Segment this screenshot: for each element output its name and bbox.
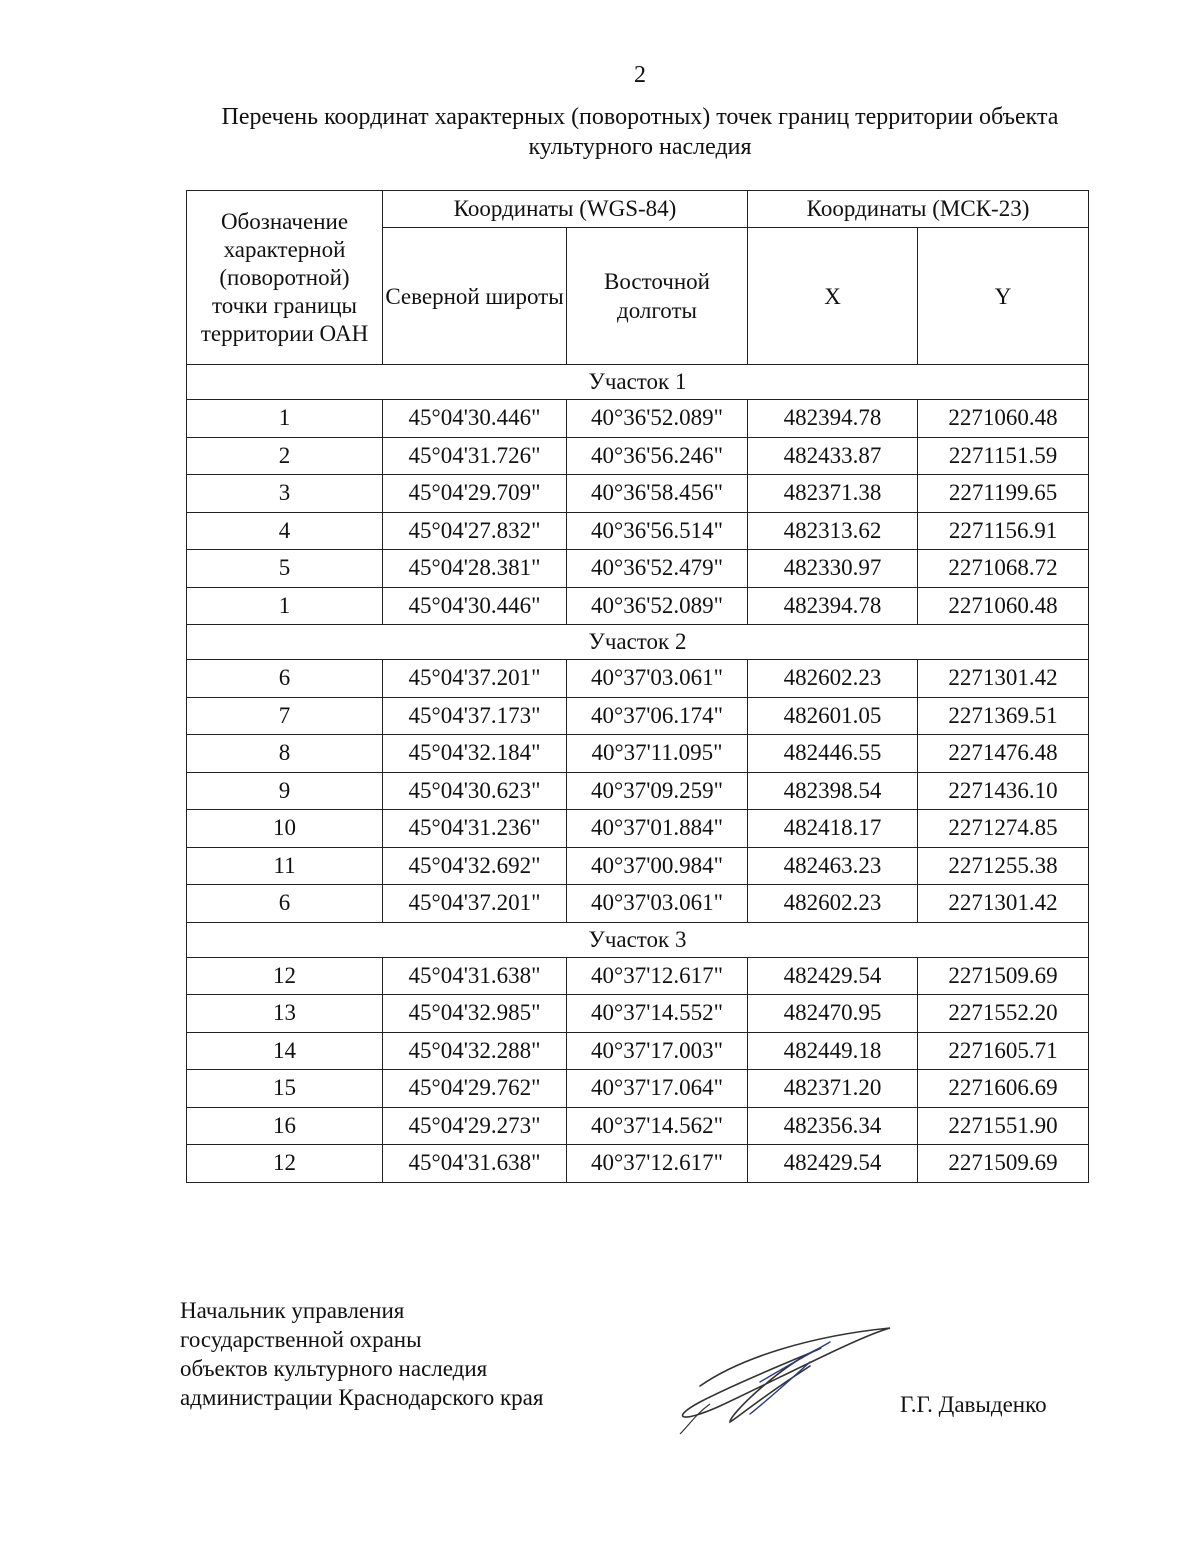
header-msk23: Координаты (МСК-23) xyxy=(748,191,1089,228)
cell-x: 482371.38 xyxy=(748,475,918,513)
cell-north-latitude: 45°04'30.446" xyxy=(383,587,567,625)
cell-point: 8 xyxy=(187,735,383,773)
cell-x: 482394.78 xyxy=(748,587,918,625)
cell-point: 15 xyxy=(187,1070,383,1108)
cell-point: 13 xyxy=(187,995,383,1033)
cell-y: 2271605.71 xyxy=(918,1032,1089,1070)
cell-x: 482313.62 xyxy=(748,512,918,550)
cell-y: 2271068.72 xyxy=(918,550,1089,588)
cell-point: 6 xyxy=(187,885,383,923)
cell-point: 9 xyxy=(187,772,383,810)
cell-north-latitude: 45°04'27.832" xyxy=(383,512,567,550)
cell-y: 2271509.69 xyxy=(918,1145,1089,1183)
cell-east-longitude: 40°37'03.061" xyxy=(567,885,748,923)
cell-east-longitude: 40°37'12.617" xyxy=(567,957,748,995)
cell-x: 482330.97 xyxy=(748,550,918,588)
cell-x: 482394.78 xyxy=(748,400,918,438)
position-line: Начальник управления xyxy=(180,1298,405,1323)
cell-point: 7 xyxy=(187,697,383,735)
cell-north-latitude: 45°04'31.726" xyxy=(383,437,567,475)
cell-x: 482601.05 xyxy=(748,697,918,735)
cell-x: 482429.54 xyxy=(748,1145,918,1183)
document-title: Перечень координат характерных (поворотных) точек границ территории объекта культурного наследия xyxy=(221,104,1059,160)
cell-point: 11 xyxy=(187,847,383,885)
cell-y: 2271156.91 xyxy=(918,512,1089,550)
table-row xyxy=(187,400,1089,438)
cell-point: 10 xyxy=(187,810,383,848)
section-title: Участок 3 xyxy=(187,922,1089,957)
table-row xyxy=(187,810,1089,848)
page-number: 2 xyxy=(634,62,646,88)
section-row xyxy=(187,625,1089,660)
cell-east-longitude: 40°37'00.984" xyxy=(567,847,748,885)
section-row xyxy=(187,922,1089,957)
cell-east-longitude: 40°36'56.246" xyxy=(567,437,748,475)
header-point-designation: Обозначение характерной (поворотной) точки границы территории ОАН xyxy=(187,191,383,365)
cell-point: 16 xyxy=(187,1107,383,1145)
cell-point: 3 xyxy=(187,475,383,513)
table-row xyxy=(187,512,1089,550)
cell-east-longitude: 40°37'17.064" xyxy=(567,1070,748,1108)
cell-east-longitude: 40°37'14.552" xyxy=(567,995,748,1033)
cell-x: 482371.20 xyxy=(748,1070,918,1108)
cell-y: 2271369.51 xyxy=(918,697,1089,735)
cell-y: 2271436.10 xyxy=(918,772,1089,810)
cell-north-latitude: 45°04'32.692" xyxy=(383,847,567,885)
cell-y: 2271476.48 xyxy=(918,735,1089,773)
table-row xyxy=(187,1107,1089,1145)
section-row xyxy=(187,365,1089,400)
cell-east-longitude: 40°37'09.259" xyxy=(567,772,748,810)
cell-x: 482433.87 xyxy=(748,437,918,475)
signer-name: Г.Г. Давыденко xyxy=(900,1392,1047,1417)
cell-north-latitude: 45°04'30.623" xyxy=(383,772,567,810)
cell-y: 2271060.48 xyxy=(918,400,1089,438)
table-row xyxy=(187,587,1089,625)
cell-x: 482602.23 xyxy=(748,885,918,923)
cell-point: 4 xyxy=(187,512,383,550)
cell-north-latitude: 45°04'37.201" xyxy=(383,885,567,923)
cell-east-longitude: 40°37'12.617" xyxy=(567,1145,748,1183)
cell-point: 12 xyxy=(187,1145,383,1183)
cell-y: 2271509.69 xyxy=(918,957,1089,995)
header-x: X xyxy=(748,228,918,365)
cell-point: 1 xyxy=(187,587,383,625)
table-row xyxy=(187,697,1089,735)
cell-y: 2271199.65 xyxy=(918,475,1089,513)
cell-y: 2271274.85 xyxy=(918,810,1089,848)
cell-point: 14 xyxy=(187,1032,383,1070)
cell-x: 482602.23 xyxy=(748,660,918,698)
cell-x: 482449.18 xyxy=(748,1032,918,1070)
cell-north-latitude: 45°04'29.273" xyxy=(383,1107,567,1145)
table-row xyxy=(187,1032,1089,1070)
header-east-longitude: Восточной долготы xyxy=(567,228,748,365)
header-north-latitude: Северной широты xyxy=(383,228,567,365)
cell-north-latitude: 45°04'32.985" xyxy=(383,995,567,1033)
cell-north-latitude: 45°04'32.184" xyxy=(383,735,567,773)
cell-y: 2271551.90 xyxy=(918,1107,1089,1145)
cell-x: 482429.54 xyxy=(748,957,918,995)
section-title: Участок 1 xyxy=(187,365,1089,400)
cell-north-latitude: 45°04'31.236" xyxy=(383,810,567,848)
cell-y: 2271151.59 xyxy=(918,437,1089,475)
cell-point: 6 xyxy=(187,660,383,698)
cell-north-latitude: 45°04'30.446" xyxy=(383,400,567,438)
cell-y: 2271301.42 xyxy=(918,660,1089,698)
table-body xyxy=(187,365,1089,1183)
cell-east-longitude: 40°36'52.089" xyxy=(567,587,748,625)
cell-east-longitude: 40°37'06.174" xyxy=(567,697,748,735)
cell-x: 482463.23 xyxy=(748,847,918,885)
cell-east-longitude: 40°36'58.456" xyxy=(567,475,748,513)
table-row xyxy=(187,475,1089,513)
table-row xyxy=(187,1070,1089,1108)
cell-point: 2 xyxy=(187,437,383,475)
table-row xyxy=(187,550,1089,588)
table-row xyxy=(187,1145,1089,1183)
cell-x: 482418.17 xyxy=(748,810,918,848)
table-row xyxy=(187,957,1089,995)
cell-east-longitude: 40°37'11.095" xyxy=(567,735,748,773)
cell-north-latitude: 45°04'29.762" xyxy=(383,1070,567,1108)
cell-north-latitude: 45°04'37.173" xyxy=(383,697,567,735)
cell-x: 482356.34 xyxy=(748,1107,918,1145)
header-y: Y xyxy=(918,228,1089,365)
table-row xyxy=(187,885,1089,923)
cell-north-latitude: 45°04'31.638" xyxy=(383,1145,567,1183)
header-wgs84: Координаты (WGS-84) xyxy=(383,191,748,228)
cell-north-latitude: 45°04'28.381" xyxy=(383,550,567,588)
coordinates-table xyxy=(186,190,1089,1183)
cell-x: 482398.54 xyxy=(748,772,918,810)
cell-point: 5 xyxy=(187,550,383,588)
signature-block xyxy=(180,1296,543,1412)
cell-y: 2271060.48 xyxy=(918,587,1089,625)
cell-x: 482470.95 xyxy=(748,995,918,1033)
position-line: объектов культурного наследия xyxy=(180,1356,488,1381)
cell-east-longitude: 40°37'14.562" xyxy=(567,1107,748,1145)
cell-north-latitude: 45°04'31.638" xyxy=(383,957,567,995)
cell-y: 2271552.20 xyxy=(918,995,1089,1033)
cell-east-longitude: 40°36'52.479" xyxy=(567,550,748,588)
cell-north-latitude: 45°04'32.288" xyxy=(383,1032,567,1070)
table-row xyxy=(187,660,1089,698)
cell-point: 12 xyxy=(187,957,383,995)
cell-east-longitude: 40°36'56.514" xyxy=(567,512,748,550)
cell-east-longitude: 40°37'01.884" xyxy=(567,810,748,848)
table-row xyxy=(187,995,1089,1033)
cell-y: 2271255.38 xyxy=(918,847,1089,885)
cell-x: 482446.55 xyxy=(748,735,918,773)
cell-north-latitude: 45°04'29.709" xyxy=(383,475,567,513)
handwritten-signature xyxy=(660,1318,900,1438)
cell-north-latitude: 45°04'37.201" xyxy=(383,660,567,698)
cell-east-longitude: 40°37'03.061" xyxy=(567,660,748,698)
cell-east-longitude: 40°36'52.089" xyxy=(567,400,748,438)
cell-east-longitude: 40°37'17.003" xyxy=(567,1032,748,1070)
position-line: государственной охраны xyxy=(180,1327,422,1352)
cell-point: 1 xyxy=(187,400,383,438)
cell-y: 2271301.42 xyxy=(918,885,1089,923)
table-row xyxy=(187,772,1089,810)
table-row xyxy=(187,437,1089,475)
section-title: Участок 2 xyxy=(187,625,1089,660)
cell-y: 2271606.69 xyxy=(918,1070,1089,1108)
table-row xyxy=(187,847,1089,885)
table-row xyxy=(187,735,1089,773)
position-line: администрации Краснодарского края xyxy=(180,1385,544,1410)
